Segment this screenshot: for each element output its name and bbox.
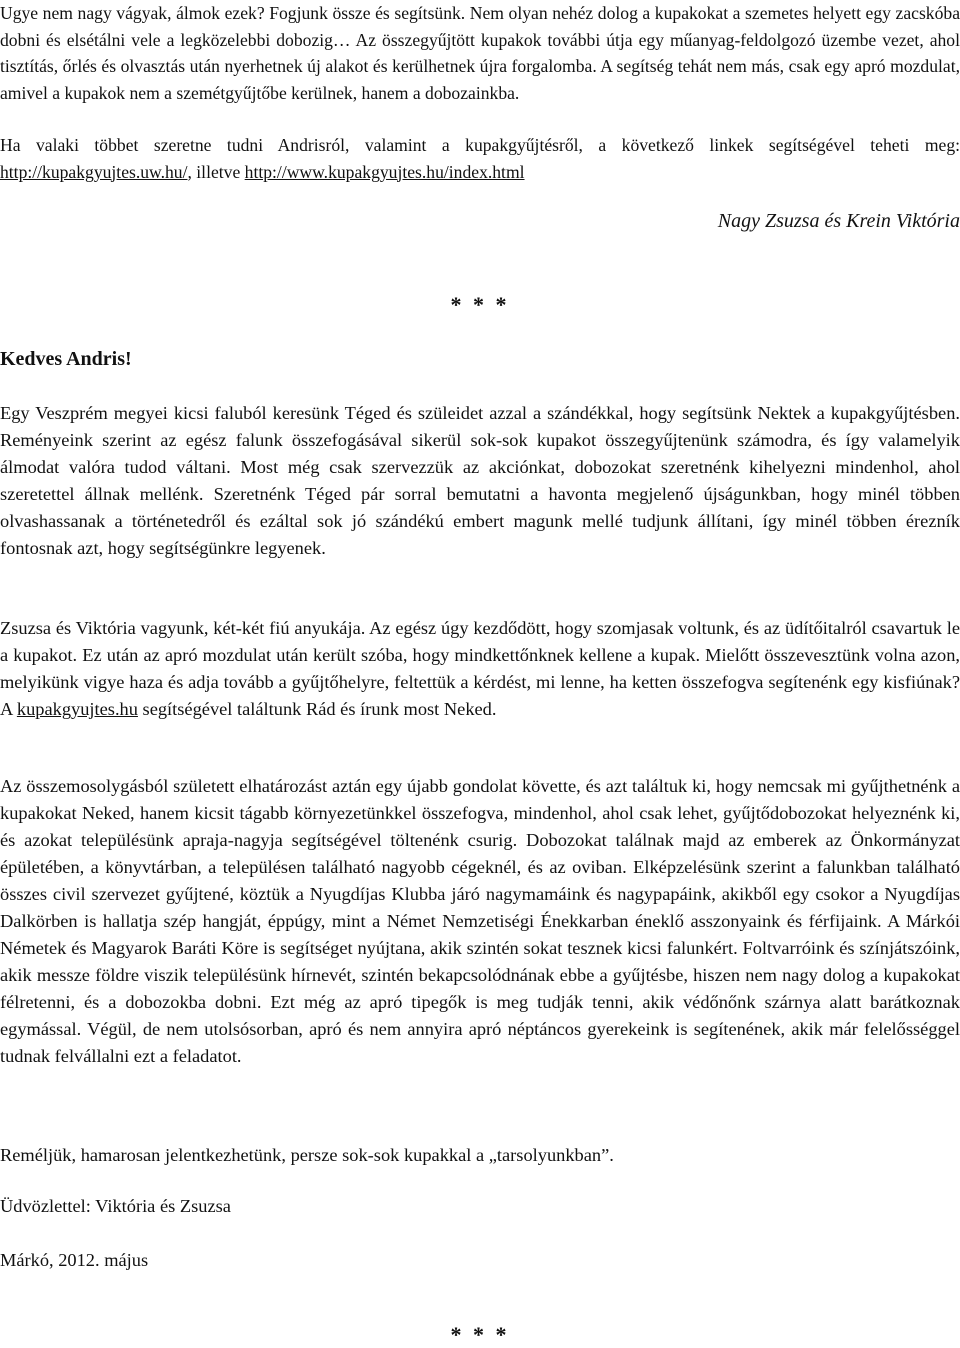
link-kupakgyujtes-uw[interactable]: http://kupakgyujtes.uw.hu/ [0, 161, 188, 182]
links-paragraph-text: Ha valaki többet szeretne tudni Andrisról, valamint a kupakgyűjtésről, a következő linkek segítségével teheti meg: [0, 135, 960, 155]
letter-paragraph-2-text: Zsuzsa és Viktória vagyunk, két-két fiú anyukája. Az egész úgy kezdődött, hogy szomjasak voltunk, és az üdítőitalról csavartuk le a kupakot. Ez után az apró mozdulat után került szóba, hogy mindkettőnknek kellene a kupak. Mielőtt összevesztünk volna azon, melyikünk vigye haza és adja tovább a gyűjtőhelyre, feltettük a kérdést, mi lenne, ha ketten összefogva segítenénk egy kisfiúnak? A [0, 618, 960, 719]
letter-paragraph-1: Egy Veszprém megyei kicsi faluból keresünk Téged és szüleidet azzal a szándékkal, hogy segítsünk Nektek a kupakgyűjtésben. Reményeink szerint az egész falunk összefogásával sikerül sok-sok kupakot összegyűjtenünk számodra, és így valamelyik álmodat valóra tudod váltani. Most még csak szervezzük az akciónkat, dobozokat szeretnénk kihelyezni mindenhol, ahol szeretettel állnak mellénk. Szeretnénk Téged pár sorral bemutatni a havonta megjelenő újságunkban, hogy minél többen olvashassanak a történetedről és ezáltal sok jó szándékú embert magunk mellé tudjunk állítani, így minél többen érezník fontosnak azt, hogy segítségünkre legyenek. [0, 403, 960, 558]
letter-paragraph-2 [0, 615, 960, 723]
link-kupakgyujtes-index[interactable]: http://www.kupakgyujtes.hu/index.html [244, 161, 525, 182]
letter-paragraph-3: Az összemosolygásból született elhatározást aztán egy újabb gondolat követte, és azt találtuk ki, hogy nemcsak mi gyűjthetnénk a kupakokat Neked, hanem kicsit tágabb környezetünkkel összefogva, mindenhol, ahol csak lehet, gyűjtődobozokat helyeznénk ki, és azokat településünk apraja-nagyja segítségével töltenénk csurig. Dobozokat találnak majd az emberek az Önkormányzat épületében, a könyvtárban, a településen található nagyobb cégeknél, és az oviban. Elképzelésünk szerint a falunkban található összes civil szervezet gyűjtené, köztük a Nyugdíjas Klubba járó nagymamáink és nagypapáink, akikből egy csokor a Nyugdíjas Dalkörben is hallatja szép hangját, éppúgy, mint a Német Nemzetiségi Énekkarban éneklő asszonyaink és férfijaink. A Márkói Németek és Magyarok Baráti Köre is segítséget nyújtana, akik szintén sokat tesznek kicsi falunkért. Foltvarróink és színjátszóink, akik messze földre viszik településünk hírnevét, szintén bekapcsolódnának ebbe a gyűjtésbe, hiszen nem nagy dolog a kupakokat félretenni, és a dobozokba dobni. Ezt még az apró tipegők is meg tudják tenni, akik védőnőnk szárnya alatt barátkoznak egymással. Végül, de nem utolsósorban, apró és nem annyira apró néptáncos gyerekeink is segítenének, akik már felelősséggel tudnak felvállalni ezt a feladatot. [0, 776, 960, 1066]
letter-place-date: Márkó, 2012. május [0, 1250, 149, 1270]
letter-greeting: Kedves Andris! [0, 348, 132, 370]
letter-paragraph-4: Reméljük, hamarosan jelentkezhetünk, persze sok-sok kupakkal a „tarsolyunkban”. [0, 1145, 614, 1165]
links-paragraph [0, 132, 960, 185]
letter-closing: Üdvözlettel: Viktória és Zsuzsa [0, 1196, 231, 1216]
article-signature: Nagy Zsuzsa és Krein Viktória [717, 210, 960, 232]
link-kupakgyujtes-hu[interactable]: kupakgyujtes.hu [16, 699, 138, 719]
bottom-separator: * * * [450, 1322, 510, 1347]
links-paragraph-mid: , illetve [187, 161, 245, 182]
letter-paragraph-2-tail: segítségével találtunk Rád és írunk most Neked. [137, 699, 497, 719]
section-separator: * * * [450, 292, 510, 317]
intro-paragraph: Ugye nem nagy vágyak, álmok ezek? Fogjunk össze és segítsünk. Nem olyan nehéz dolog a kupakokat a szemetes helyett egy zacskóba dobni és elsétálni vele a legközelebbi dobozig… Az összegyűjtött kupakok további útja egy műanyag-feldolgozó üzembe vezet, ahol tisztítás, őrlés és olvasztás után nyerhetnek új alakot és kerülhetnek újra forgalomba. A segítség tehát nem más, csak egy apró mozdulat, amivel a kupakok nem a szemétgyűjtőbe kerülnek, hanem a dobozainkba. [0, 3, 960, 103]
